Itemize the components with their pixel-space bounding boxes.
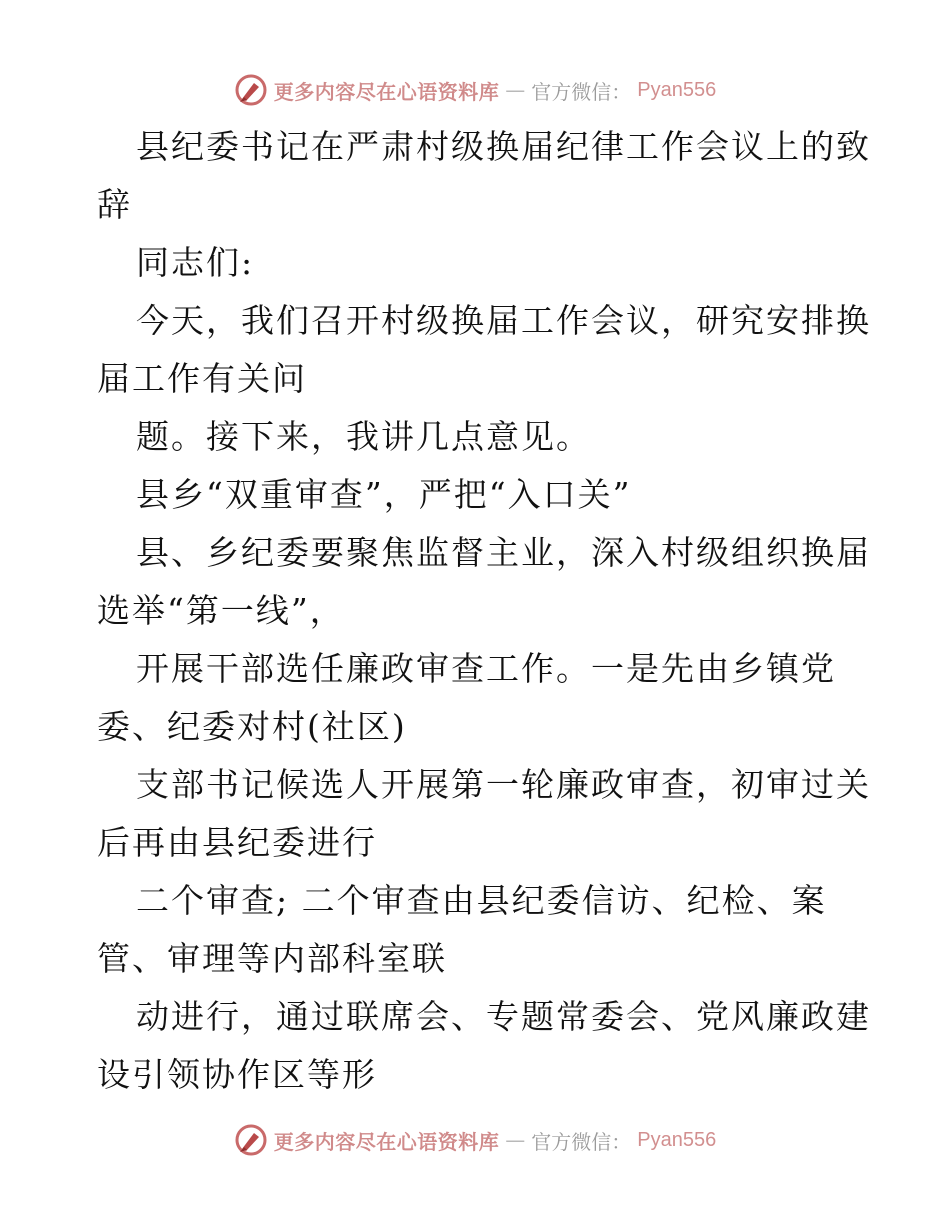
watermark-wechat-id: Pyan556 bbox=[637, 1128, 717, 1151]
pen-nib-circle-icon bbox=[234, 1123, 268, 1157]
text-line: 县纪委书记在严肃村级换届纪律工作会议上的致 bbox=[136, 127, 871, 166]
pen-nib-circle-icon bbox=[234, 73, 268, 107]
text-line: 县乡“双重审查”，严把“入口关” bbox=[136, 475, 632, 514]
text-line: 支部书记候选人开展第一轮廉政审查，初审过关 bbox=[136, 765, 871, 804]
watermark-wechat-label: 官方微信： bbox=[531, 1129, 632, 1154]
text-line: 后再由县纪委进行 bbox=[97, 823, 377, 862]
text-line: 动进行，通过联席会、专题常委会、党风廉政建 bbox=[136, 997, 871, 1036]
watermark-text: 更多内容尽在心语资料库 bbox=[273, 79, 500, 104]
watermark-dash: — bbox=[505, 78, 526, 102]
document-body bbox=[97, 118, 871, 1104]
footer-watermark bbox=[0, 1120, 950, 1160]
header-watermark bbox=[0, 70, 950, 110]
text-line: 开展干部选任廉政审查工作。一是先由乡镇党 bbox=[136, 649, 836, 688]
watermark-wechat-id: Pyan556 bbox=[637, 78, 717, 101]
watermark-dash: — bbox=[505, 1128, 526, 1152]
text-line: 设引领协作区等形 bbox=[97, 1055, 377, 1094]
text-line: 县、乡纪委要聚焦监督主业，深入村级组织换届 bbox=[136, 533, 871, 572]
watermark-wechat-label: 官方微信： bbox=[531, 79, 632, 104]
text-line: 届工作有关问 bbox=[97, 359, 307, 398]
text-line: 题。接下来，我讲几点意见。 bbox=[136, 417, 591, 456]
text-line: 今天，我们召开村级换届工作会议，研究安排换 bbox=[136, 301, 871, 340]
watermark-text: 更多内容尽在心语资料库 bbox=[273, 1129, 500, 1154]
text-line: 同志们: bbox=[136, 243, 255, 282]
text-line: 二个审查; 二个审查由县纪委信访、纪检、案 bbox=[136, 881, 827, 920]
text-line: 委、纪委对村(社区) bbox=[97, 707, 407, 746]
text-line: 管、审理等内部科室联 bbox=[97, 939, 447, 978]
text-line: 选举“第一线”， bbox=[97, 591, 345, 630]
text-line: 辞 bbox=[97, 185, 132, 224]
